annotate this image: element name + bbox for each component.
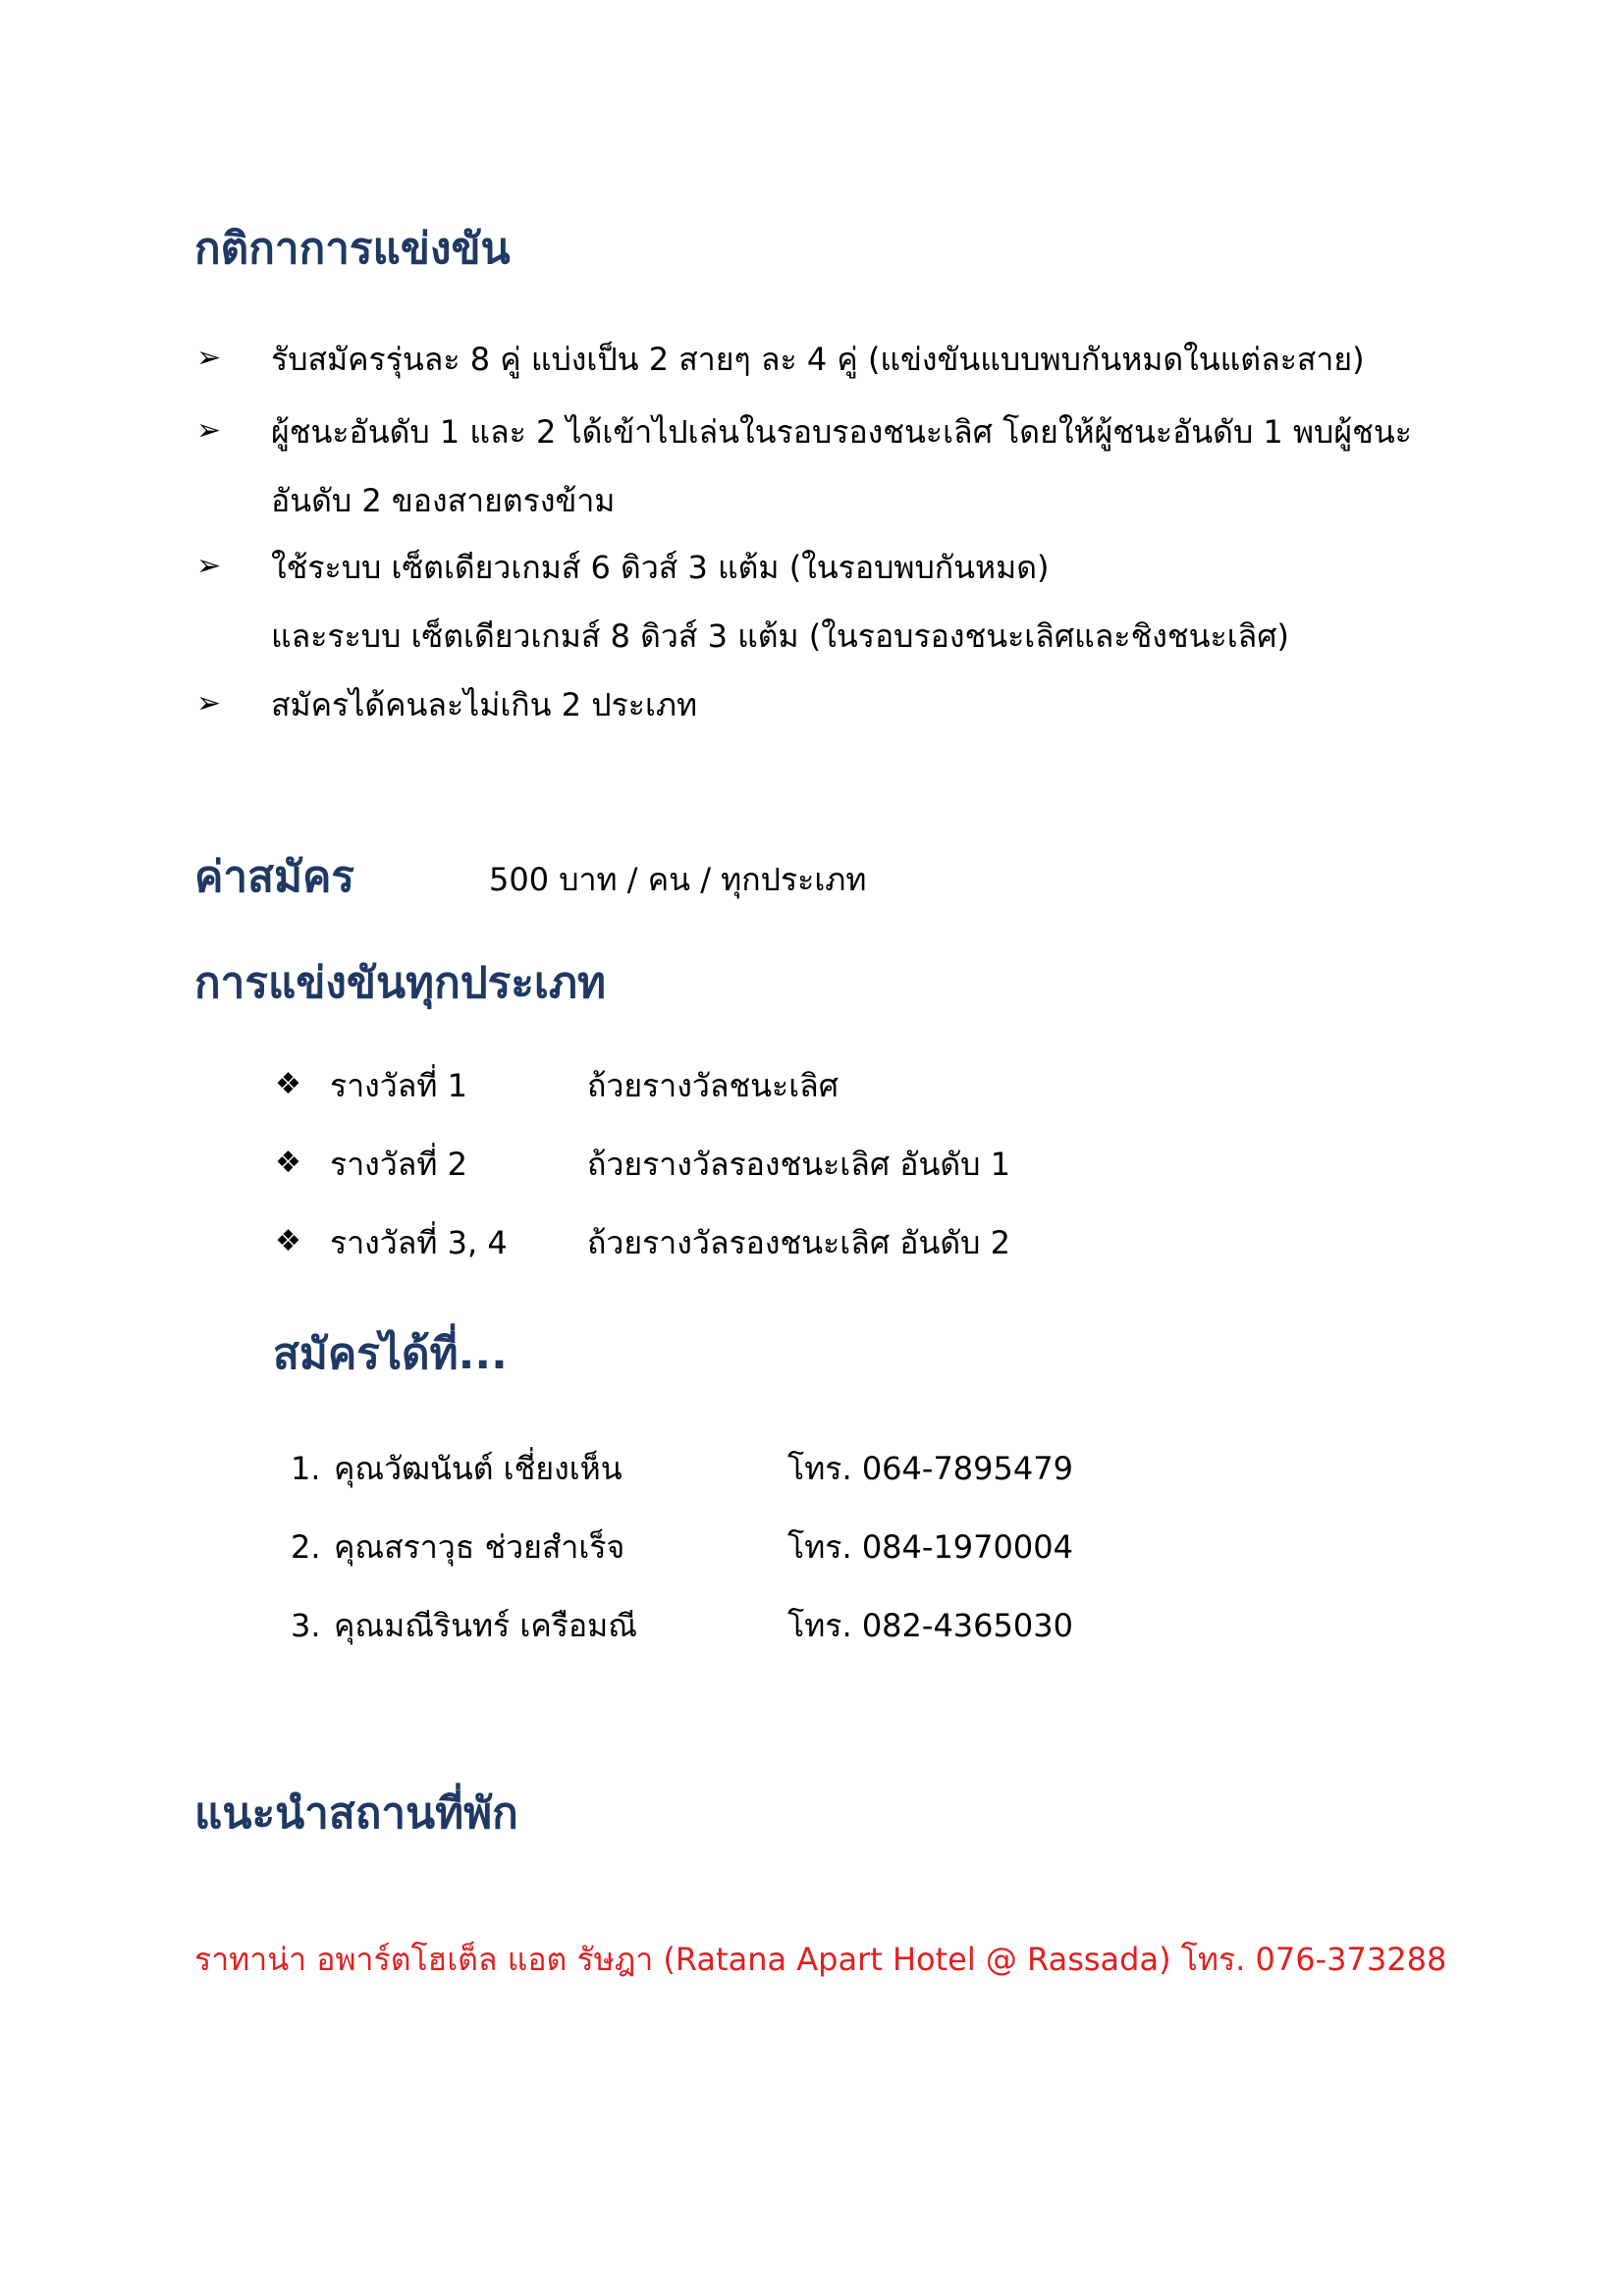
prize-award: ถ้วยรางวัลรองชนะเลิศ อันดับ 1 xyxy=(587,1146,1011,1183)
hotel-recommendation: ราทาน่า อพาร์ตโฮเต็ล แอต รัษฎา (Ratana Apart Hotel @ Rassada) โทร. 076-373288 xyxy=(194,1941,1447,1978)
prize-award: ถ้วยรางวัลรองชนะเลิศ อันดับ 2 xyxy=(587,1224,1011,1261)
prize-place: รางวัลที่ 1 xyxy=(330,1067,467,1104)
rule-4-line-1: สมัครได้คนละไม่เกิน 2 ประเภท xyxy=(271,686,698,723)
diamond-bullet-icon: ❖ xyxy=(275,1146,301,1180)
arrow-right-icon: ➢ xyxy=(196,549,222,583)
contact-number: 2. xyxy=(291,1528,321,1566)
arrow-right-icon: ➢ xyxy=(196,341,222,375)
contact-phone: โทร. 084-1970004 xyxy=(787,1528,1073,1566)
rules-heading: กติกาการแข่งขัน xyxy=(194,224,511,274)
rule-3-line-2: และระบบ เซ็ตเดียวเกมส์ 8 ดิวส์ 3 แต้ม (ในรอบรองชนะเลิศและชิงชนะเลิศ) xyxy=(271,617,1290,655)
contact-name: คุณสราวุธ ช่วยสำเร็จ xyxy=(334,1528,625,1566)
contact-phone: โทร. 064-7895479 xyxy=(787,1450,1073,1487)
arrow-right-icon: ➢ xyxy=(196,686,222,721)
prize-award: ถ้วยรางวัลชนะเลิศ xyxy=(587,1067,839,1104)
register-heading: สมัครได้ที่... xyxy=(273,1329,508,1379)
prizes-heading: การแข่งขันทุกประเภท xyxy=(194,958,606,1008)
contact-name: คุณมณีรินทร์ เครือมณี xyxy=(334,1607,637,1644)
rule-3-line-1: ใช้ระบบ เซ็ตเดียวเกมส์ 6 ดิวส์ 3 แต้ม (ในรอบพบกันหมด) xyxy=(271,549,1050,586)
rule-2-line-1: ผู้ชนะอันดับ 1 และ 2 ได้เข้าไปเล่นในรอบรองชนะเลิศ โดยให้ผู้ชนะอันดับ 1 พบผู้ชนะ xyxy=(271,413,1412,451)
rule-2-line-2: อันดับ 2 ของสายตรงข้าม xyxy=(271,482,616,519)
rule-1-line-1: รับสมัครรุ่นละ 8 คู่ แบ่งเป็น 2 สายๆ ละ 4 คู่ (แข่งขันแบบพบกันหมดในแต่ละสาย) xyxy=(271,341,1365,378)
diamond-bullet-icon: ❖ xyxy=(275,1224,301,1258)
prize-place: รางวัลที่ 2 xyxy=(330,1146,467,1183)
contact-name: คุณวัฒนันต์ เชี่ยงเห็น xyxy=(334,1450,623,1487)
contact-number: 3. xyxy=(291,1607,321,1644)
contact-phone: โทร. 082-4365030 xyxy=(787,1607,1073,1644)
arrow-right-icon: ➢ xyxy=(196,413,222,448)
fee-value: 500 บาท / คน / ทุกประเภท xyxy=(489,861,867,898)
contact-number: 1. xyxy=(291,1450,321,1487)
prize-place: รางวัลที่ 3, 4 xyxy=(330,1224,508,1261)
fee-heading: ค่าสมัคร xyxy=(194,852,355,902)
accommodation-heading: แนะนำสถานที่พัก xyxy=(194,1789,518,1839)
diamond-bullet-icon: ❖ xyxy=(275,1067,301,1101)
